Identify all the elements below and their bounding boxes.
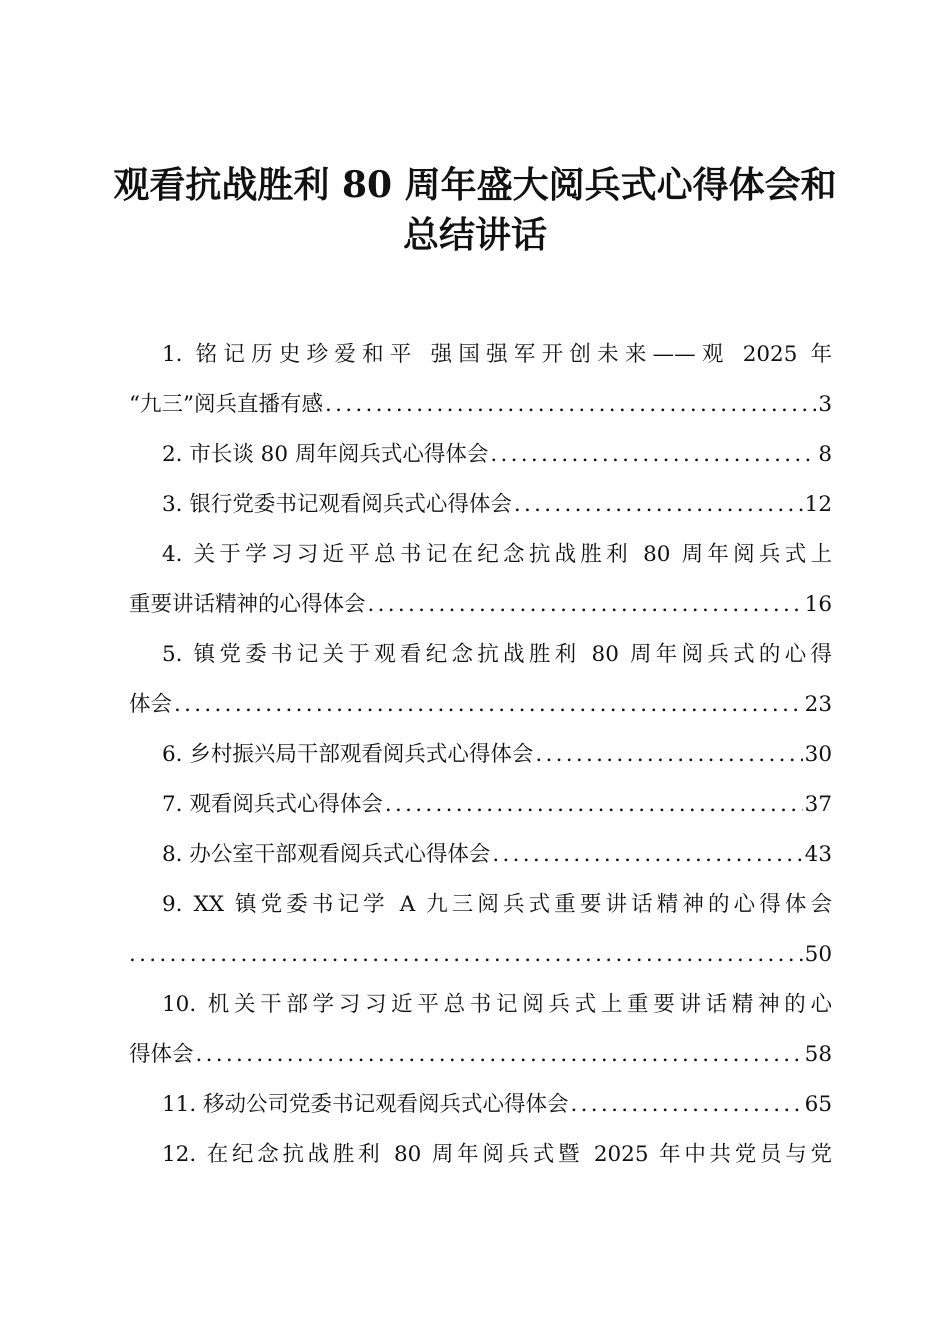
toc-entry-9-line-2 [129,930,832,980]
toc-entry-1-page: 3 [818,392,832,417]
dot-leader [129,930,803,980]
toc-entry-9-line-1: 9. XX 镇党委书记学 A 九三阅兵式重要讲话精神的心得体会 [162,892,832,917]
toc-entry-11-text: 11. 移动公司党委书记观看阅兵式心得体会 [162,1092,569,1117]
dot-leader [385,780,803,830]
toc-entry-3 [129,480,832,530]
title-line-2: 总结讲话 [402,214,547,256]
dot-leader [325,380,816,430]
dot-leader [196,1030,803,1080]
toc-entry-5-line-2 [129,680,832,730]
toc-entry-6 [129,730,832,780]
toc-entry-3-page: 12 [804,492,832,517]
toc-entry-12-line-1: 12. 在纪念抗战胜利 80 周年阅兵式暨 2025 年中共党员与党 [162,1142,832,1167]
toc-entry-2-text: 2. 市长谈 80 周年阅兵式心得体会 [162,442,489,467]
toc-entry-10-line-2 [129,1030,832,1080]
toc-entry-6-text: 6. 乡村振兴局干部观看阅兵式心得体会 [162,742,534,767]
toc-entry-7 [129,780,832,830]
toc-entry-7-page: 37 [804,792,832,817]
dot-leader [174,680,803,730]
toc-entry-5-page: 23 [804,692,832,717]
table-of-contents [129,330,832,1180]
toc-entry-4-page: 16 [804,592,832,617]
toc-entry-4-line-2 [129,580,832,630]
toc-entry-4-line-1: 4. 关于学习习近平总书记在纪念抗战胜利 80 周年阅兵式上 [162,542,832,567]
dot-leader [514,480,803,530]
title-line-1: 观看抗战胜利 80 周年盛大阅兵式心得体会和 [113,164,837,206]
toc-entry-6-page: 30 [804,742,832,767]
toc-entry-1-line-1: 1. 铭记历史珍爱和平 强国强军开创未来——观 2025 年 [162,342,832,367]
toc-entry-7-text: 7. 观看阅兵式心得体会 [162,792,383,817]
toc-entry-1-text: “九三”阅兵直播有感 [129,392,323,417]
toc-entry-10-page: 58 [804,1042,832,1067]
dot-leader [571,1080,803,1130]
toc-entry-3-text: 3. 银行党委书记观看阅兵式心得体会 [162,492,512,517]
document-title [100,160,850,260]
toc-entry-5-text: 体会 [129,692,173,717]
toc-entry-5-line-1: 5. 镇党委书记关于观看纪念抗战胜利 80 周年阅兵式的心得 [162,642,832,667]
toc-entry-10-text: 得体会 [129,1042,194,1067]
toc-entry-2-page: 8 [818,442,832,467]
toc-entry-10-line-1: 10. 机关干部学习习近平总书记阅兵式上重要讲话精神的心 [162,992,832,1017]
dot-leader [535,730,802,780]
toc-entry-1-line-2 [129,380,832,430]
toc-entry-8-text: 8. 办公室干部观看阅兵式心得体会 [162,842,491,867]
toc-entry-4-text: 重要讲话精神的心得体会 [129,592,366,617]
dot-leader [368,580,803,630]
toc-entry-9-page: 50 [804,942,832,967]
toc-entry-11 [129,1080,832,1130]
dot-leader [490,430,816,480]
toc-entry-2 [129,430,832,480]
toc-entry-8-page: 43 [804,842,832,867]
toc-entry-11-page: 65 [804,1092,832,1117]
dot-leader [492,830,802,880]
toc-entry-8 [129,830,832,880]
